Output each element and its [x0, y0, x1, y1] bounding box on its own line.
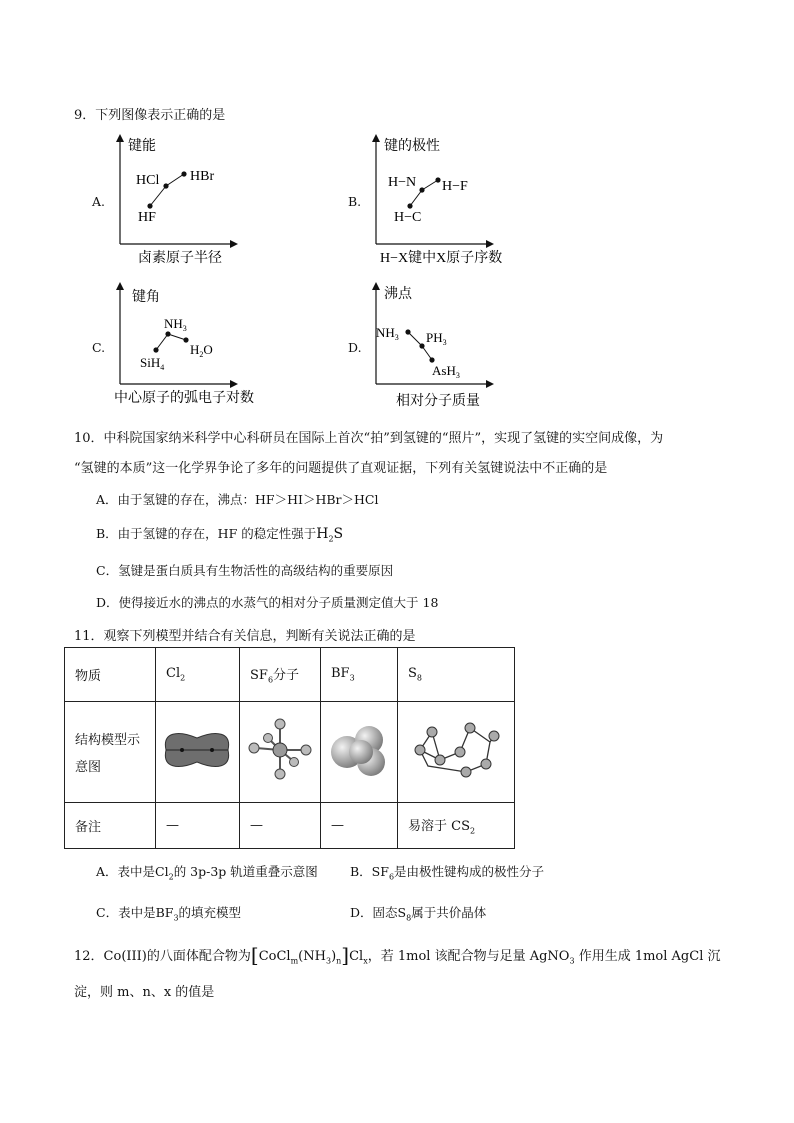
q11-option-c: C．表中是$BF_3$的填充模型	[96, 905, 242, 923]
q11-option-d: D．固态$S_8$属于共价晶体	[350, 905, 487, 923]
q9-d-label-nh3: $NH_3$	[376, 325, 399, 342]
q9-chart-a	[108, 132, 248, 270]
row-remark-label: 备注	[65, 803, 156, 849]
q11-option-a: A．表中是$Cl_2$的 3p-3p 轨道重叠示意图	[96, 864, 318, 882]
q10-option-a: A．由于氢键的存在，沸点：HF＞HI＞HBr＞HCl	[96, 492, 379, 507]
q9-c-label-sih4: SiH$_4$	[140, 355, 165, 372]
remark-sf6: —	[240, 803, 321, 849]
q9-stem: 9．下列图像表示正确的是	[74, 108, 226, 123]
header-substance: 物质	[65, 648, 156, 702]
q9-d-label-ph3: $PH_3$	[426, 330, 447, 347]
q10-stem-line2: “氢键的本质”这一化学界争论了多年的问题提供了直观证据，下列有关氢键说法中不正确的是	[74, 461, 608, 476]
bf3-model-cell	[321, 702, 398, 803]
q9-a-label-hbr: HBr	[190, 169, 215, 184]
q9-d-ylabel: 沸点	[384, 287, 412, 302]
q9-chart-b	[364, 132, 534, 270]
q12-stem-line1: 12．Co(III)的八面体配合物为$[CoCl_m(NH_3)_n]Cl_x$，若 1mol 该配合物与足量 AgNO$_3$ 作用生成 1mol AgCl 沉	[74, 943, 721, 967]
q9-d-point-nh3	[405, 329, 410, 334]
s8-model-cell	[398, 702, 515, 803]
table-row	[65, 648, 515, 702]
q9-a-xlabel: 卤素原子半径	[138, 251, 222, 266]
q9-c-xlabel: 中心原子的弧电子对数	[114, 391, 254, 406]
q9-a-label-hcl: HCl	[136, 173, 160, 188]
q9-d-xlabel: 相对分子质量	[396, 394, 480, 409]
header-sf6: $SF_6$分子	[240, 648, 321, 702]
remark-bf3: —	[321, 803, 398, 849]
s8-ring-image	[398, 702, 514, 798]
table-row	[65, 803, 515, 849]
q9-d-label-ash3: AsH$_3$	[432, 363, 460, 380]
q9-b-point-hn	[419, 187, 424, 192]
q9-a-label-hf: HF	[138, 210, 156, 225]
cl2-orbital-overlap-image	[156, 702, 238, 798]
q9-chart-d	[364, 280, 514, 412]
q11-stem: 11．观察下列模型并结合有关信息，判断有关说法正确的是	[74, 629, 416, 644]
header-bf3: $BF_3$	[321, 648, 398, 702]
q9-b-point-hc	[407, 203, 412, 208]
q9-b-label-hn: H−N	[388, 175, 417, 190]
sf6-ball-stick-image	[240, 702, 320, 798]
remark-s8: 易溶于 $CS_2$	[398, 803, 515, 849]
q10-option-b: B．由于氢键的存在，HF 的稳定性强于$H_2S$	[96, 526, 344, 544]
q9-c-ylabel: 键角	[132, 290, 160, 305]
table-row	[65, 702, 515, 803]
row-structure-label: 结构模型示 意图	[65, 702, 156, 803]
q9-a-point-hcl	[163, 183, 168, 188]
q9-a-point-hf	[147, 203, 152, 208]
q9-option-d-letter: D.	[348, 340, 362, 355]
q9-b-label-hc: H−C	[394, 210, 422, 225]
q10-option-d: D．使得接近水的沸点的水蒸气的相对分子质量测定值大于 18	[96, 595, 439, 610]
q12-stem-line2: 淀，则 m、n、x 的值是	[74, 985, 215, 1000]
q9-chart-c	[108, 280, 278, 412]
q9-a-point-hbr	[181, 171, 186, 176]
q9-d-point-ash3	[429, 357, 434, 362]
header-cl2: $Cl_2$	[156, 648, 240, 702]
q9-b-point-hf	[435, 177, 440, 182]
q9-d-point-ph3	[419, 343, 424, 348]
q9-c-label-nh3: $NH_3$	[164, 316, 187, 333]
q9-a-ylabel: 键能	[128, 139, 156, 154]
q9-c-point-sih4	[153, 347, 158, 352]
q11-option-b: B．$SF_6$是由极性键构成的极性分子	[350, 864, 545, 882]
q9-c-point-nh3	[165, 331, 170, 336]
sf6-model-cell	[240, 702, 321, 803]
q9-option-b-letter: B.	[348, 194, 362, 209]
header-s8: $S_8$	[398, 648, 515, 702]
q9-b-label-hf: H−F	[442, 179, 468, 194]
q11-table	[64, 647, 515, 849]
q9-c-point-h2o	[183, 337, 188, 342]
q9-b-ylabel: 键的极性	[384, 139, 440, 154]
q9-option-a-letter: A.	[92, 194, 106, 209]
q9-c-label-h2o: $H_2O$	[190, 342, 213, 359]
q9-b-xlabel: H−X键中X原子序数	[380, 251, 503, 266]
q10-stem-line1: 10．中科院国家纳米科学中心科研员在国际上首次“拍”到氢键的“照片”，实现了氢键的实空间成像，为	[74, 431, 664, 446]
remark-cl2: —	[156, 803, 240, 849]
q9-option-c-letter: C.	[92, 340, 106, 355]
bf3-space-filling-image	[321, 702, 397, 798]
cl2-model-cell	[156, 702, 240, 803]
q10-option-c: C．氢键是蛋白质具有生物活性的高级结构的重要原因	[96, 563, 394, 578]
